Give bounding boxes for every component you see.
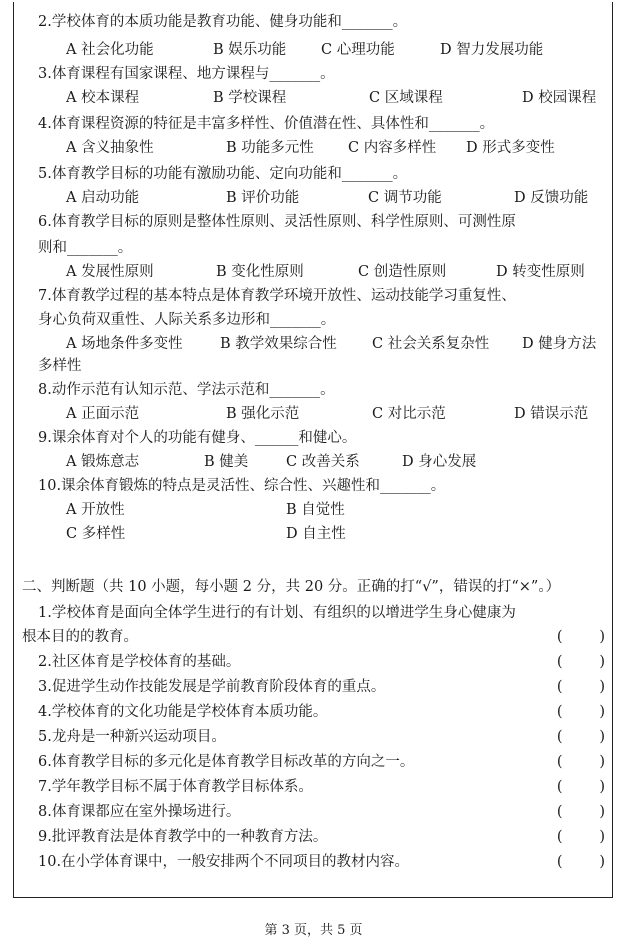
question-8-option-c: C 对比示范 <box>372 406 446 422</box>
judge-item-4: 4.学校体育的文化功能是学校体育本质功能。 <box>38 704 328 720</box>
question-2-option-a: A 社会化功能 <box>66 42 154 58</box>
judge-item-6: 6.体育教学目标的多元化是体育教学目标改革的方向之一。 <box>38 754 415 770</box>
question-10-option-d: D 自主性 <box>286 526 346 542</box>
question-2-stem: 2.学校体育的本质功能是教育功能、健身功能和_______。 <box>38 14 408 30</box>
question-5-option-a: A 启动功能 <box>66 190 140 206</box>
answer-parens-5[interactable]: ( ) <box>556 729 605 745</box>
judge-item-5: 5.龙舟是一种新兴运动项目。 <box>38 729 226 745</box>
question-7-option-d: D 健身方法 <box>522 336 597 352</box>
answer-parens-1[interactable]: ( ) <box>556 629 605 645</box>
question-5-option-c: C 调节功能 <box>368 190 442 206</box>
judge-item-1-cont: 根本目的的教育。 <box>22 629 138 645</box>
question-3-option-c: C 区域课程 <box>369 90 443 106</box>
page-footer: 第 3 页，共 5 页 <box>264 923 363 938</box>
question-10-option-c: C 多样性 <box>66 526 126 542</box>
answer-parens-2[interactable]: ( ) <box>556 654 605 670</box>
answer-parens-6[interactable]: ( ) <box>556 754 605 770</box>
question-7-stem: 7.体育教学过程的基本特点是体育教学环境开放性、运动技能学习重复性、 <box>38 288 516 304</box>
question-9-option-c: C 改善关系 <box>286 454 360 470</box>
question-4-option-b: B 功能多元性 <box>226 140 314 156</box>
question-4-option-d: D 形式多变性 <box>466 140 555 156</box>
judge-item-9: 9.批评教育法是体育教学中的一种教育方法。 <box>38 829 328 845</box>
question-9-option-a: A 锻炼意志 <box>66 454 140 470</box>
question-8-stem: 8.动作示范有认知示范、学法示范和_______。 <box>38 382 335 398</box>
question-8-option-b: B 强化示范 <box>226 406 300 422</box>
answer-parens-7[interactable]: ( ) <box>556 779 605 795</box>
judge-item-2: 2.社区体育是学校体育的基础。 <box>38 654 241 670</box>
question-5-option-d: D 反馈功能 <box>514 190 589 206</box>
judge-item-10: 10.在小学体育课中，一般安排两个不同项目的教材内容。 <box>38 854 410 870</box>
judge-item-7: 7.学年教学目标不属于体育教学目标体系。 <box>38 779 313 795</box>
question-4-stem: 4.体育课程资源的特征是丰富多样性、价值潜在性、具体性和_______。 <box>38 116 495 132</box>
question-9-option-d: D 身心发展 <box>402 454 477 470</box>
judge-item-8: 8.体育课都应在室外操场进行。 <box>38 804 241 820</box>
question-6-option-c: C 创造性原则 <box>358 264 447 280</box>
question-4-option-c: C 内容多样性 <box>348 140 437 156</box>
question-5-option-b: B 评价功能 <box>226 190 300 206</box>
question-6-stem-cont: 则和_______。 <box>38 240 133 256</box>
question-7-option-a: A 场地条件多变性 <box>66 336 183 352</box>
question-3-option-d: D 校园课程 <box>522 90 597 106</box>
question-10-option-b: B 自觉性 <box>286 502 345 518</box>
question-2-option-c: C 心理功能 <box>321 42 395 58</box>
question-7-option-b: B 教学效果综合性 <box>220 336 337 352</box>
question-5-stem: 5.体育教学目标的功能有激励功能、定向功能和_______。 <box>38 166 408 182</box>
answer-parens-4[interactable]: ( ) <box>556 704 605 720</box>
question-9-stem: 9.课余体育对个人的功能有健身、______和健心。 <box>38 430 357 446</box>
answer-parens-9[interactable]: ( ) <box>556 829 605 845</box>
question-3-option-b: B 学校课程 <box>213 90 287 106</box>
question-8-option-d: D 错误示范 <box>514 406 589 422</box>
section-2-header: 二、判断题（共 10 小题，每小题 2 分，共 20 分。正确的打“√”，错误的打“×”。） <box>22 579 561 595</box>
question-7-option-c: C 社会关系复杂性 <box>372 336 490 352</box>
question-7-stem-cont: 身心负荷双重性、人际关系多边形和_______。 <box>38 312 336 328</box>
question-8-option-a: A 正面示范 <box>66 406 140 422</box>
answer-parens-10[interactable]: ( ) <box>556 854 605 870</box>
question-9-option-b: B 健美 <box>204 454 249 470</box>
judge-item-1: 1.学校体育是面向全体学生进行的有计划、有组织的以增进学生身心健康为 <box>38 605 516 621</box>
question-6-option-d: D 转变性原则 <box>496 264 585 280</box>
answer-parens-3[interactable]: ( ) <box>556 679 605 695</box>
judge-item-3: 3.促进学生动作技能发展是学前教育阶段体育的重点。 <box>38 679 386 695</box>
question-3-option-a: A 校本课程 <box>66 90 140 106</box>
question-3-stem: 3.体育课程有国家课程、地方课程与_______。 <box>38 66 335 82</box>
question-6-stem: 6.体育教学目标的原则是整体性原则、灵活性原则、科学性原则、可测性原 <box>38 214 516 230</box>
question-7-option-d-cont: 多样性 <box>38 358 82 374</box>
answer-parens-8[interactable]: ( ) <box>556 804 605 820</box>
question-6-option-b: B 变化性原则 <box>216 264 304 280</box>
question-2-option-d: D 智力发展功能 <box>440 42 544 58</box>
question-6-option-a: A 发展性原则 <box>66 264 154 280</box>
question-10-option-a: A 开放性 <box>66 502 125 518</box>
question-4-option-a: A 含义抽象性 <box>66 140 154 156</box>
question-2-option-b: B 娱乐功能 <box>213 42 287 58</box>
question-10-stem: 10.课余体育锻炼的特点是灵活性、综合性、兴趣性和_______。 <box>38 478 446 494</box>
